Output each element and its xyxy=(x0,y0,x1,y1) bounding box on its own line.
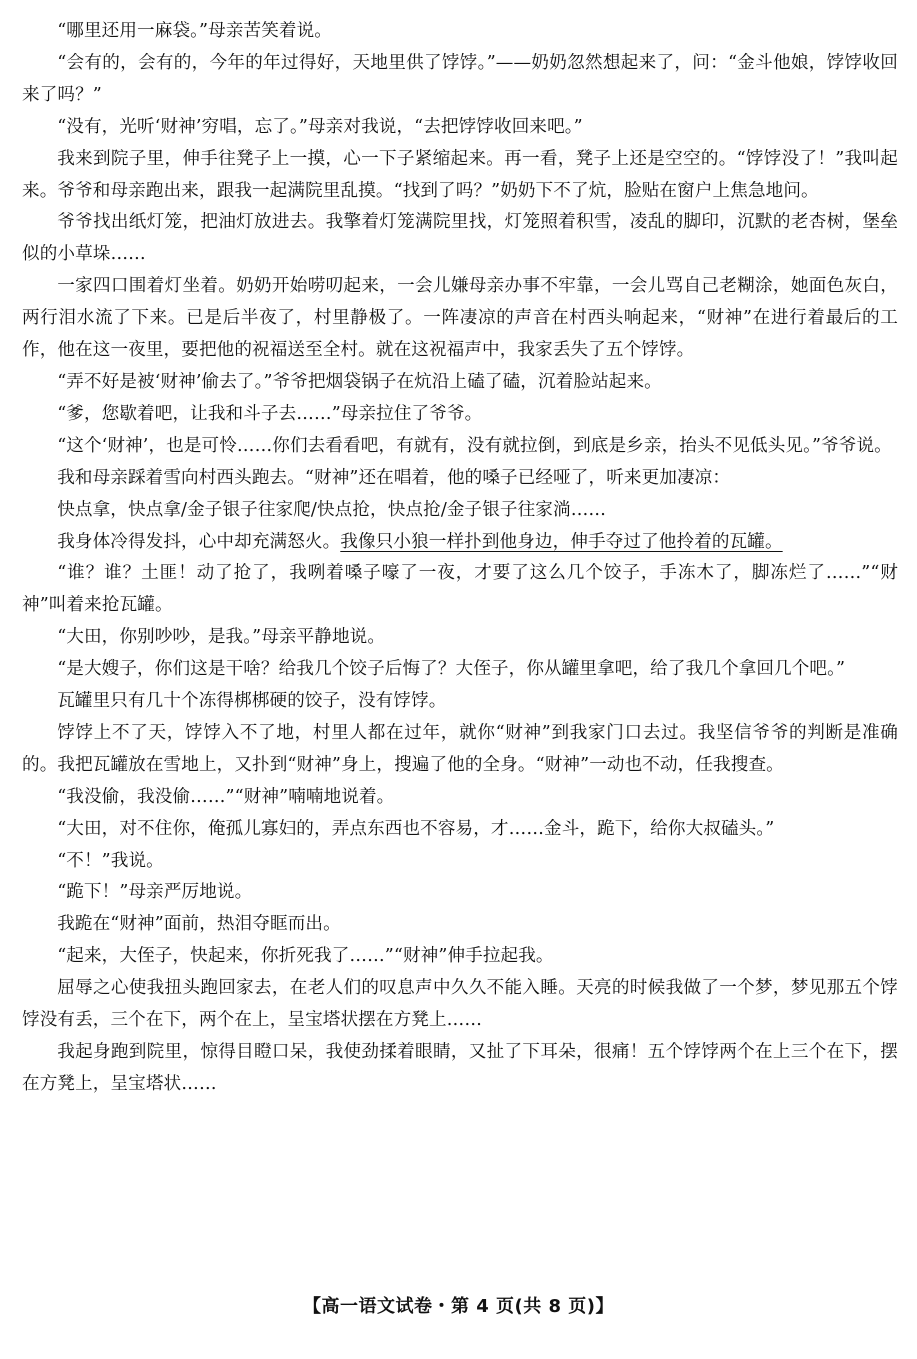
page-footer: 【高一语文试卷・第 4 页(共 8 页)】 xyxy=(302,1296,615,1317)
paragraph: 瓦罐里只有几十个冻得梆梆硬的饺子，没有饽饽。 xyxy=(57,691,447,712)
paragraph: “这个‘财神’，也是可怜……你们去看看吧，有就有，没有就拉倒，到底是乡亲，抬头不见低头见。”爷爷说。 xyxy=(57,435,892,456)
story-text xyxy=(22,16,898,1101)
paragraph: “爹，您歇着吧，让我和斗子去……”母亲拉住了爷爷。 xyxy=(57,403,483,424)
paragraph: “跪下！”母亲严厉地说。 xyxy=(57,882,253,903)
underlined-sentence: 我像只小狼一样扑到他身边，伸手夺过了他拎着的瓦罐。 xyxy=(340,531,783,552)
paragraph: “谁？谁？土匪！动了抢了，我咧着嗓子嚎了一夜，才要了这么几个饺子，手冻木了，脚冻烂了……”“财神”叫着来抢瓦罐。 xyxy=(22,563,898,616)
paragraph: 屈辱之心使我扭头跑回家去，在老人们的叹息声中久久不能入睡。天亮的时候我做了一个梦，梦见那五个饽饽没有丢，三个在下，两个在上，呈宝塔状摆在方凳上…… xyxy=(22,978,898,1031)
paragraph: “我没偷，我没偷……”“财神”喃喃地说着。 xyxy=(57,786,395,807)
paragraph: “大田，你别吵吵，是我。”母亲平静地说。 xyxy=(57,627,386,648)
paragraph: “起来，大侄子，快起来，你折死我了……”“财神”伸手拉起我。 xyxy=(57,946,554,967)
paragraph: 我和母亲踩着雪向村西头跑去。“财神”还在唱着，他的嗓子已经哑了，听来更加凄凉： xyxy=(57,467,731,488)
paragraph-text: 我身体冷得发抖，心中却充满怒火。 xyxy=(57,531,341,552)
song-lyrics: 快点拿，快点拿/金子银子往家爬/快点抢，快点抢/金子银子往家淌…… xyxy=(57,499,607,520)
paragraph: 我起身跑到院里，惊得目瞪口呆，我使劲揉着眼睛，又扯了下耳朵，很痛！五个饽饽两个在上三个在下，摆在方凳上，呈宝塔状…… xyxy=(22,1042,898,1094)
paragraph: “会有的，会有的，今年的年过得好，天地里供了饽饽。”——奶奶忽然想起来了，问：“金斗他娘，饽饽收回来了吗？” xyxy=(22,52,898,105)
paragraph: 饽饽上不了天，饽饽入不了地，村里人都在过年，就你“财神”到我家门口去过。我坚信爷爷的判断是准确的。我把瓦罐放在雪地上，又扑到“财神”身上，搜遍了他的全身。“财神”一动也不动，任我搜查。 xyxy=(22,722,898,775)
paragraph: 爷爷找出纸灯笼，把油灯放进去。我擎着灯笼满院里找，灯笼照着积雪，凌乱的脚印，沉默的老杏树，堡垒似的小草垛…… xyxy=(22,212,898,265)
paragraph: “哪里还用一麻袋。”母亲苦笑着说。 xyxy=(57,21,332,41)
paragraph: 一家四口围着灯坐着。奶奶开始唠叨起来，一会儿嫌母亲办事不牢靠，一会儿骂自己老糊涂，她面色灰白，两行泪水流了下来。已是后半夜了，村里静极了。一阵凄凉的声音在村西头响起来，“财神”在进行着最后的工作，他在这一夜里，要把他的祝福送至全村。就在这祝福声中，我家丢失了五个饽饽。 xyxy=(22,276,898,361)
paragraph: “大田，对不住你，俺孤儿寡妇的，弄点东西也不容易，才……金斗，跪下，给你大叔磕头。” xyxy=(57,818,775,839)
paragraph-underlined xyxy=(22,527,898,559)
paragraph: “弄不好是被‘财神’偷去了。”爷爷把烟袋锅子在炕沿上磕了磕，沉着脸站起来。 xyxy=(57,371,662,392)
paragraph: “是大嫂子，你们这是干啥？给我几个饺子后悔了？大侄子，你从罐里拿吧，给了我几个拿回几个吧。” xyxy=(57,659,846,680)
paragraph: “没有，光听‘财神’穷唱，忘了。”母亲对我说，“去把饽饽收回来吧。” xyxy=(57,116,583,137)
paragraph: 我来到院子里，伸手往凳子上一摸，心一下子紧缩起来。再一看，凳子上还是空空的。“饽饽没了！”我叫起来。爷爷和母亲跑出来，跟我一起满院里乱摸。“找到了吗？”奶奶下不了炕，脸贴在窗户上焦急地问。 xyxy=(22,148,898,201)
paragraph: 我跪在“财神”面前，热泪夺眶而出。 xyxy=(57,914,341,935)
paragraph: “不！”我说。 xyxy=(57,850,164,871)
